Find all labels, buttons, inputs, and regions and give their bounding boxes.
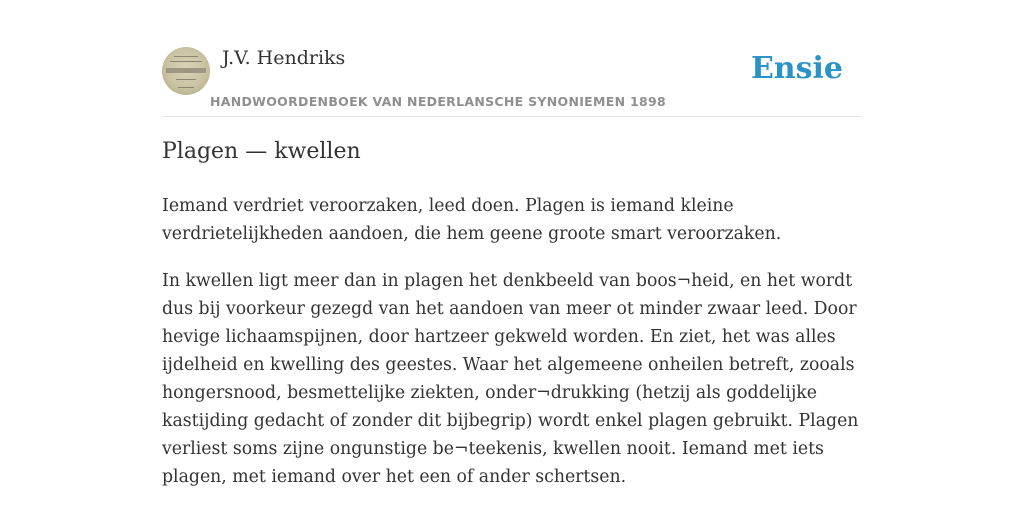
entry-paragraph-2: In kwellen ligt meer dan in plagen het denkbeeld van boos¬heid, en het wordt dus bij voorkeur gezegd van het aandoen van meer ot minder zwaar leed. Door hevige lichaamspijnen, door hartzeer gekweld worden. En ziet, het was alles ijdelheid en kwelling des geestes. Waar het algemeene onheilen betreft, zooals hongersnood, besmettelijke ziekten, onder¬drukking (hetzij als goddelijke kastijding gedacht of zonder dit bijbegrip) wordt enkel plagen gebruikt. Plagen verliest soms zijne ongunstige be¬teekenis, kwellen nooit. Iemand met iets plagen, met iemand over het een of ander schertsen. bbox=[162, 271, 859, 487]
entry-title: Plagen — kwellen bbox=[162, 139, 361, 164]
avatar-print-line bbox=[170, 61, 202, 62]
entry-paragraph-1: Iemand verdriet veroorzaken, leed doen. Plagen is iemand kleine verdrietelijkheden aandoen, die hem geene groote smart veroorzaken. bbox=[162, 196, 782, 244]
page-header bbox=[162, 46, 862, 117]
author-name[interactable]: J.V. Hendriks bbox=[222, 47, 346, 69]
ensie-logo[interactable]: Ensie bbox=[750, 51, 843, 86]
source-title: HANDWOORDENBOEK VAN NEDERLANSCHE SYNONIEMEN 1898 bbox=[210, 94, 667, 109]
avatar-print-line bbox=[174, 56, 198, 57]
avatar-print-line bbox=[176, 79, 196, 80]
avatar-title-band bbox=[166, 68, 206, 73]
avatar-print-line bbox=[178, 87, 194, 88]
author-avatar[interactable] bbox=[162, 47, 210, 95]
